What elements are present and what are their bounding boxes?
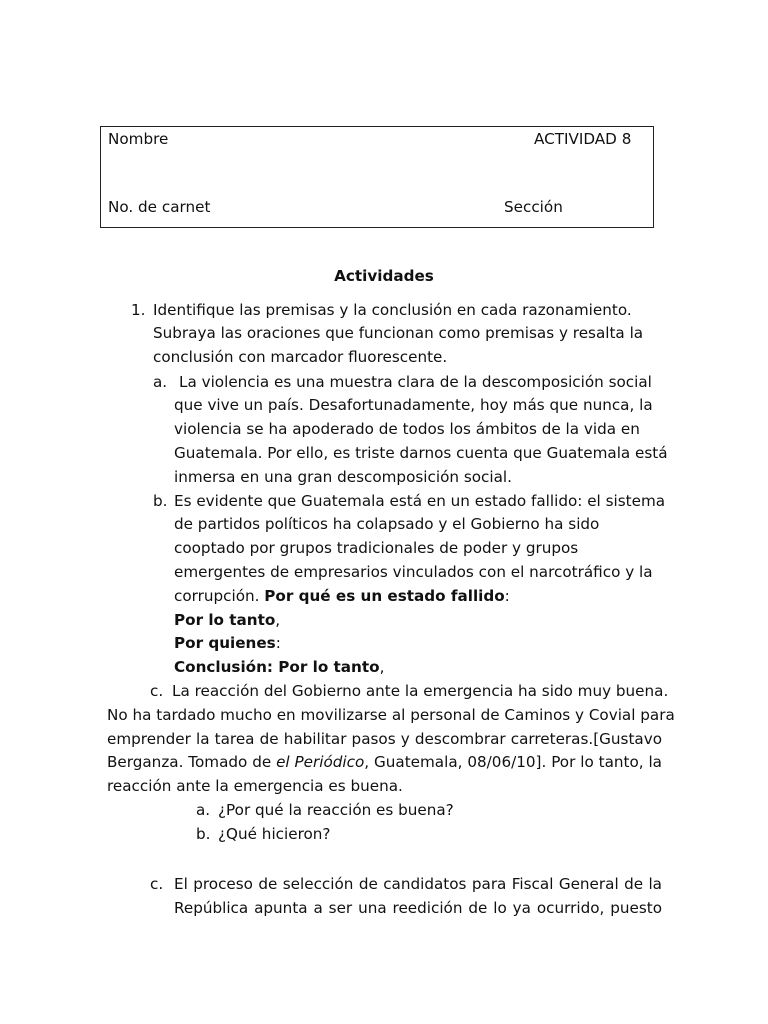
item-b-letter: b. <box>153 492 168 510</box>
question-b-text: ¿Qué hicieron? <box>218 825 331 843</box>
name-label: Nombre <box>108 130 169 148</box>
item-b-question-bold: Por qué es un estado fallido <box>264 587 505 605</box>
item-c1-periodico: el Periódico <box>276 753 365 771</box>
item-a-line-5: inmersa en una gran descomposición social. <box>174 468 512 486</box>
prompt-conclusion <box>174 656 384 680</box>
item-c1-line-4-b: , Guatemala, 08/06/10]. Por lo tanto, la <box>364 753 662 771</box>
item-c1-line-4 <box>107 751 662 775</box>
page-title: Actividades <box>334 267 434 285</box>
prompt-por-quienes <box>174 632 281 656</box>
question-b-letter: b. <box>196 825 211 843</box>
item-a-line-3: violencia se ha apoderado de todos los ámbitos de la vida en <box>174 420 640 438</box>
item-1-line-3: conclusión con marcador fluorescente. <box>153 348 448 366</box>
item-b-line-2: de partidos políticos ha colapsado y el Gobierno ha sido <box>174 515 600 533</box>
item-1-line-2: Subraya las oraciones que funcionan como premisas y resalta la <box>153 324 644 342</box>
item-a-line-2: que vive un país. Desafortunadamente, hoy más que nunca, la <box>174 396 653 414</box>
item-c2-letter: c. <box>150 875 164 893</box>
carnet-label: No. de carnet <box>108 198 211 216</box>
item-a-line-4: Guatemala. Por ello, es triste darnos cuenta que Guatemala está <box>174 444 668 462</box>
item-c1-line-4-a: Berganza. Tomado de <box>107 753 277 771</box>
item-1-number: 1. <box>131 301 146 319</box>
prompt-3-rest: , <box>379 658 385 676</box>
item-c1-line-5: reacción ante la emergencia es buena. <box>107 777 403 795</box>
item-b-line-1: Es evidente que Guatemala está en un estado fallido: el sistema <box>174 492 666 510</box>
item-c2-line-2: República apunta a ser una reedición de lo ya ocurrido, puesto <box>174 899 662 917</box>
item-c1-line-1: La reacción del Gobierno ante la emergencia ha sido muy buena. <box>172 682 669 700</box>
item-c1-line-3: emprender la tarea de habilitar pasos y descombrar carreteras.[Gustavo <box>107 730 662 748</box>
item-a-line-1: La violencia es una muestra clara de la descomposición social <box>179 373 652 391</box>
item-a-letter: a. <box>153 373 168 391</box>
section-label: Sección <box>504 198 563 216</box>
item-c1-letter: c. <box>150 682 164 700</box>
item-b-line-5-plain: corrupción. <box>174 587 265 605</box>
question-a-letter: a. <box>196 801 211 819</box>
item-b-line-3: cooptado por grupos tradicionales de poder y grupos <box>174 539 579 557</box>
prompt-1-rest: , <box>275 611 281 629</box>
question-a-text: ¿Por qué la reacción es buena? <box>218 801 454 819</box>
prompt-1-bold: Por lo tanto <box>174 611 276 629</box>
item-b-line-5 <box>174 585 510 609</box>
item-c1-line-2: No ha tardado mucho en movilizarse al personal de Caminos y Covial para <box>107 706 675 724</box>
prompt-3-bold: Conclusión: Por lo tanto <box>174 658 380 676</box>
item-b-line-4: emergentes de empresarios vinculados con el narcotráfico y la <box>174 563 653 581</box>
item-c2-line-1: El proceso de selección de candidatos para Fiscal General de la <box>174 875 662 893</box>
header-box <box>100 126 654 228</box>
prompt-2-rest: : <box>275 634 281 652</box>
item-1-line-1: Identifique las premisas y la conclusión en cada razonamiento. <box>153 301 632 319</box>
prompt-2-bold: Por quienes <box>174 634 276 652</box>
activity-label: ACTIVIDAD 8 <box>534 130 632 148</box>
prompt-por-lo-tanto <box>174 609 280 633</box>
item-b-line-5-end: : <box>504 587 510 605</box>
